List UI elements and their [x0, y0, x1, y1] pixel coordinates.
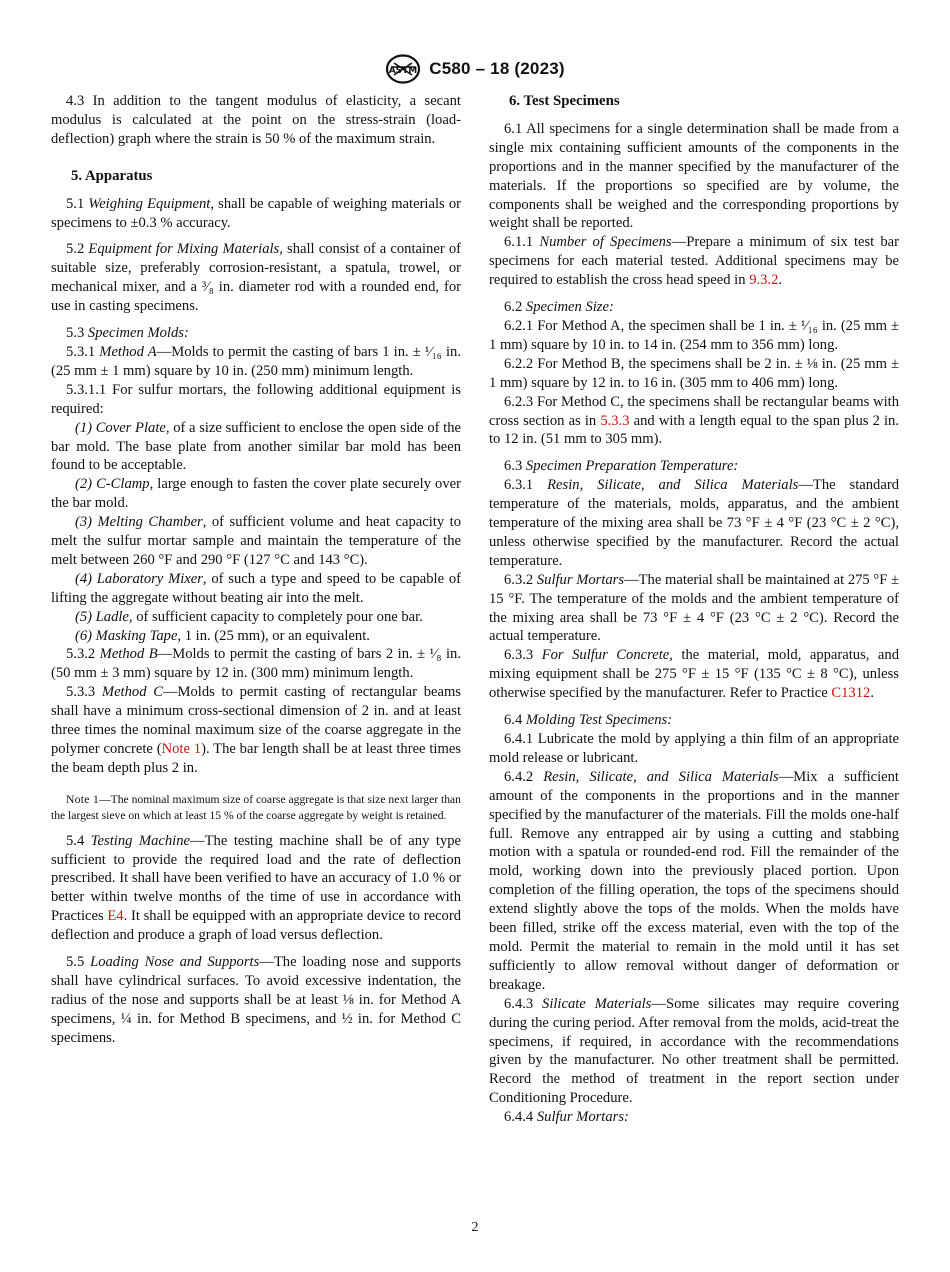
9-3-2-link[interactable]: 9.3.2 — [749, 272, 779, 289]
list-item-laboratory-mixer: (4) Laboratory Mixer, of such a type and speed to be capable of lifting the aggregate without beating air into the melt. — [51, 570, 461, 606]
para-6-3-3: 6.3.3 For Sulfur Concrete, the material, mold, apparatus, and mixing equipment shall be 275 °F ± 15 °F (135 °C ± 8 °C), unless otherwise specified by the manufacturer. Refer to Practice C1312. — [489, 647, 899, 702]
list-item-melting-chamber: (3) Melting Chamber, of sufficient volume and heat capacity to melt the sulfur mortar sample and maintain the temperature of the melt between 260 °F and 290 °F (127 °C and 143 °C). — [51, 514, 461, 568]
para-6-2-3: 6.2.3 For Method C, the specimens shall be rectangular beams with cross section as in 5.3.3 and with a length equal to the span plus 2 in. to 12 in. (51 mm to 305 mm). — [489, 393, 899, 448]
para-6-4-4: 6.4.4 Sulfur Mortars: — [504, 1109, 629, 1126]
svg-text:ASTM: ASTM — [388, 66, 418, 76]
para-4-3: 4.3 In addition to the tangent modulus of elasticity, a secant modulus is calculated at the point on the stress-strain (load-deflection) graph where the strain is 50 % of the maximum strain. — [51, 93, 461, 147]
list-item-ladle: (5) Ladle, of sufficient capacity to completely pour one bar. — [75, 608, 423, 625]
section-5-title: 5. Apparatus — [71, 167, 153, 184]
para-6-4-1: 6.4.1 Lubricate the mold by applying a thin film of an appropriate mold release or lubricant. — [489, 731, 899, 766]
e4-link[interactable]: E4 — [107, 908, 124, 925]
para-5-3-2: 5.3.2 Method B—Molds to permit the casting of bars 2 in. ± ¹⁄₈ in. (50 mm ± 3 mm) square by 12 in. (300 mm) minimum length. — [51, 646, 461, 682]
page-number: 2 — [471, 1220, 479, 1235]
para-5-3-3: 5.3.3 Method C—Molds to permit casting of rectangular beams shall have a minimum cross-sectional dimension of 2 in. and at least three times the nominal maximum size of the coarse aggregate in the polymer concrete (Note 1). The bar length shall be at least three times the beam depth plus 2 in. — [51, 684, 461, 776]
list-item-masking-tape: (6) Masking Tape, 1 in. (25 mm), or an equivalent. — [75, 627, 370, 644]
para-6-3: 6.3 Specimen Preparation Temperature: — [504, 458, 739, 475]
para-5-3-1: 5.3.1 Method A—Molds to permit the casting of bars 1 in. ± ¹⁄₁₆ in. (25 mm ± 1 mm) square by 10 in. (250 mm) minimum length. — [51, 343, 461, 379]
para-6-2-2: 6.2.2 For Method B, the specimens shall be 2 in. ± ⅛ in. (25 mm ± 1 mm) square by 12 in. to 16 in. (305 mm to 406 mm) long. — [489, 355, 899, 391]
para-5-1: 5.1 Weighing Equipment, shall be capable of weighing materials or specimens to ±0.3 % accuracy. — [51, 195, 461, 231]
para-6-3-2: 6.3.2 Sulfur Mortars—The material shall be maintained at 275 °F ± 15 °F. The temperature of the molds and the ambient temperature of the mixing area shall be 73 °F ± 4 °F (23 °C ± 2 °C). Record the actual temperature. — [489, 571, 899, 645]
left-column — [51, 92, 461, 1048]
note-1: Note 1—The nominal maximum size of coarse aggregate is that size next larger than the largest sieve on which at least 15 % of the coarse aggregate by weight is retained. — [51, 792, 461, 822]
note-1-link[interactable]: Note 1 — [161, 741, 202, 757]
list-item-c-clamp: (2) C-Clamp, large enough to fasten the cover plate securely over the bar mold. — [51, 476, 461, 512]
document-id: C580 – 18 (2023) — [429, 59, 565, 78]
section-6-title: 6. Test Specimens — [509, 93, 620, 109]
para-6-4: 6.4 Molding Test Specimens: — [504, 712, 673, 729]
page-header — [0, 54, 950, 84]
para-6-1-1: 6.1.1 Number of Specimens—Prepare a minimum of six test bar specimens for each material tested. Additional specimens may be required to establish the cross head speed in 9.3.2. — [489, 234, 899, 289]
list-item-cover-plate: (1) Cover Plate, of a size sufficient to enclose the open side of the bar mold. The base plate from another similar bar mold has been found to be acceptable. — [51, 419, 461, 474]
para-6-4-2: 6.4.2 Resin, Silicate, and Silica Materials—Mix a sufficient amount of the components in the proportions and in the manner specified by the manufacturer of the materials. Fill the molds one-half full. Remove any entrapped air by using a cutting and stabbing motion with a spatula or rounded-end rod. Fill the remainder of the mold, working down into the previously placed portion. Upon completion of the filling operation, the tops of the specimens should extend slightly above the tops of the molds. When the molds have been filled, strike off the excess material, even with the top of the mold. Permit the material to remain in the mold until it has set sufficiently to allow removal without danger of deformation or breakage. — [489, 768, 899, 993]
para-5-2: 5.2 Equipment for Mixing Materials, shall consist of a container of suitable size, preferably corrosion-resistant, a spatula, trowel, or mechanical mixer, and a ³⁄₈ in. diameter rod with a rounded end, for use in casting specimens. — [51, 241, 461, 315]
para-6-2-1: 6.2.1 For Method A, the specimen shall be 1 in. ± ¹⁄₁₆ in. (25 mm ± 1 mm) square by 10 in. to 14 in. (254 mm to 356 mm) long. — [489, 317, 899, 353]
para-6-2: 6.2 Specimen Size: — [504, 299, 614, 316]
5-3-3-link[interactable]: 5.3.3 — [600, 412, 630, 429]
para-6-1: 6.1 All specimens for a single determination shall be made from a single mix containing sufficient amounts of the components in the proportions and in the manner specified by the manufacturer of the materials. If the proportions so specified are by volume, the components shall be weighed and the corresponding proportions by weight shall be reported. — [489, 120, 899, 232]
para-6-4-3: 6.4.3 Silicate Materials—Some silicates may require covering during the curing period. After removal from the molds, acid-treat the specimens, if required, in accordance with the recommendations given by the manufacturer. No other treatment shall be permitted. Record the method of treatment in the report section under Conditioning Procedure. — [489, 995, 899, 1107]
para-5-3: 5.3 Specimen Molds: — [66, 325, 189, 342]
para-5-4: 5.4 Testing Machine—The testing machine shall be of any type sufficient to provide the required load and the rate of deflection prescribed. It shall have been verified to have an accuracy of 1.0 % or better within twelve months of the time of use in accordance with Practices E4. It shall be equipped with an appropriate device to record deflection and produce a graph of load versus deflection. — [51, 832, 462, 944]
para-5-3-1-1: 5.3.1.1 For sulfur mortars, the following additional equipment is required: — [51, 381, 461, 417]
c1312-link[interactable]: C1312 — [831, 685, 871, 702]
astm-logo-icon — [385, 54, 421, 84]
para-5-5: 5.5 Loading Nose and Supports—The loading nose and supports shall have cylindrical surfaces. To avoid excessive indentation, the radius of the nose and supports shall be at least ⅛ in. for Method A specimens, ¼ in. for Method B specimens, and ½ in. for Method C specimens. — [51, 954, 462, 1046]
right-column — [489, 92, 899, 1127]
para-6-3-1: 6.3.1 Resin, Silicate, and Silica Materials—The standard temperature of the materials, molds, apparatus, and the ambient temperature of the mixing area shall be 73 °F ± 4 °F (23 °C ± 2 °C), unless otherwise specified by the manufacturer. Record the actual temperature. — [489, 477, 899, 569]
